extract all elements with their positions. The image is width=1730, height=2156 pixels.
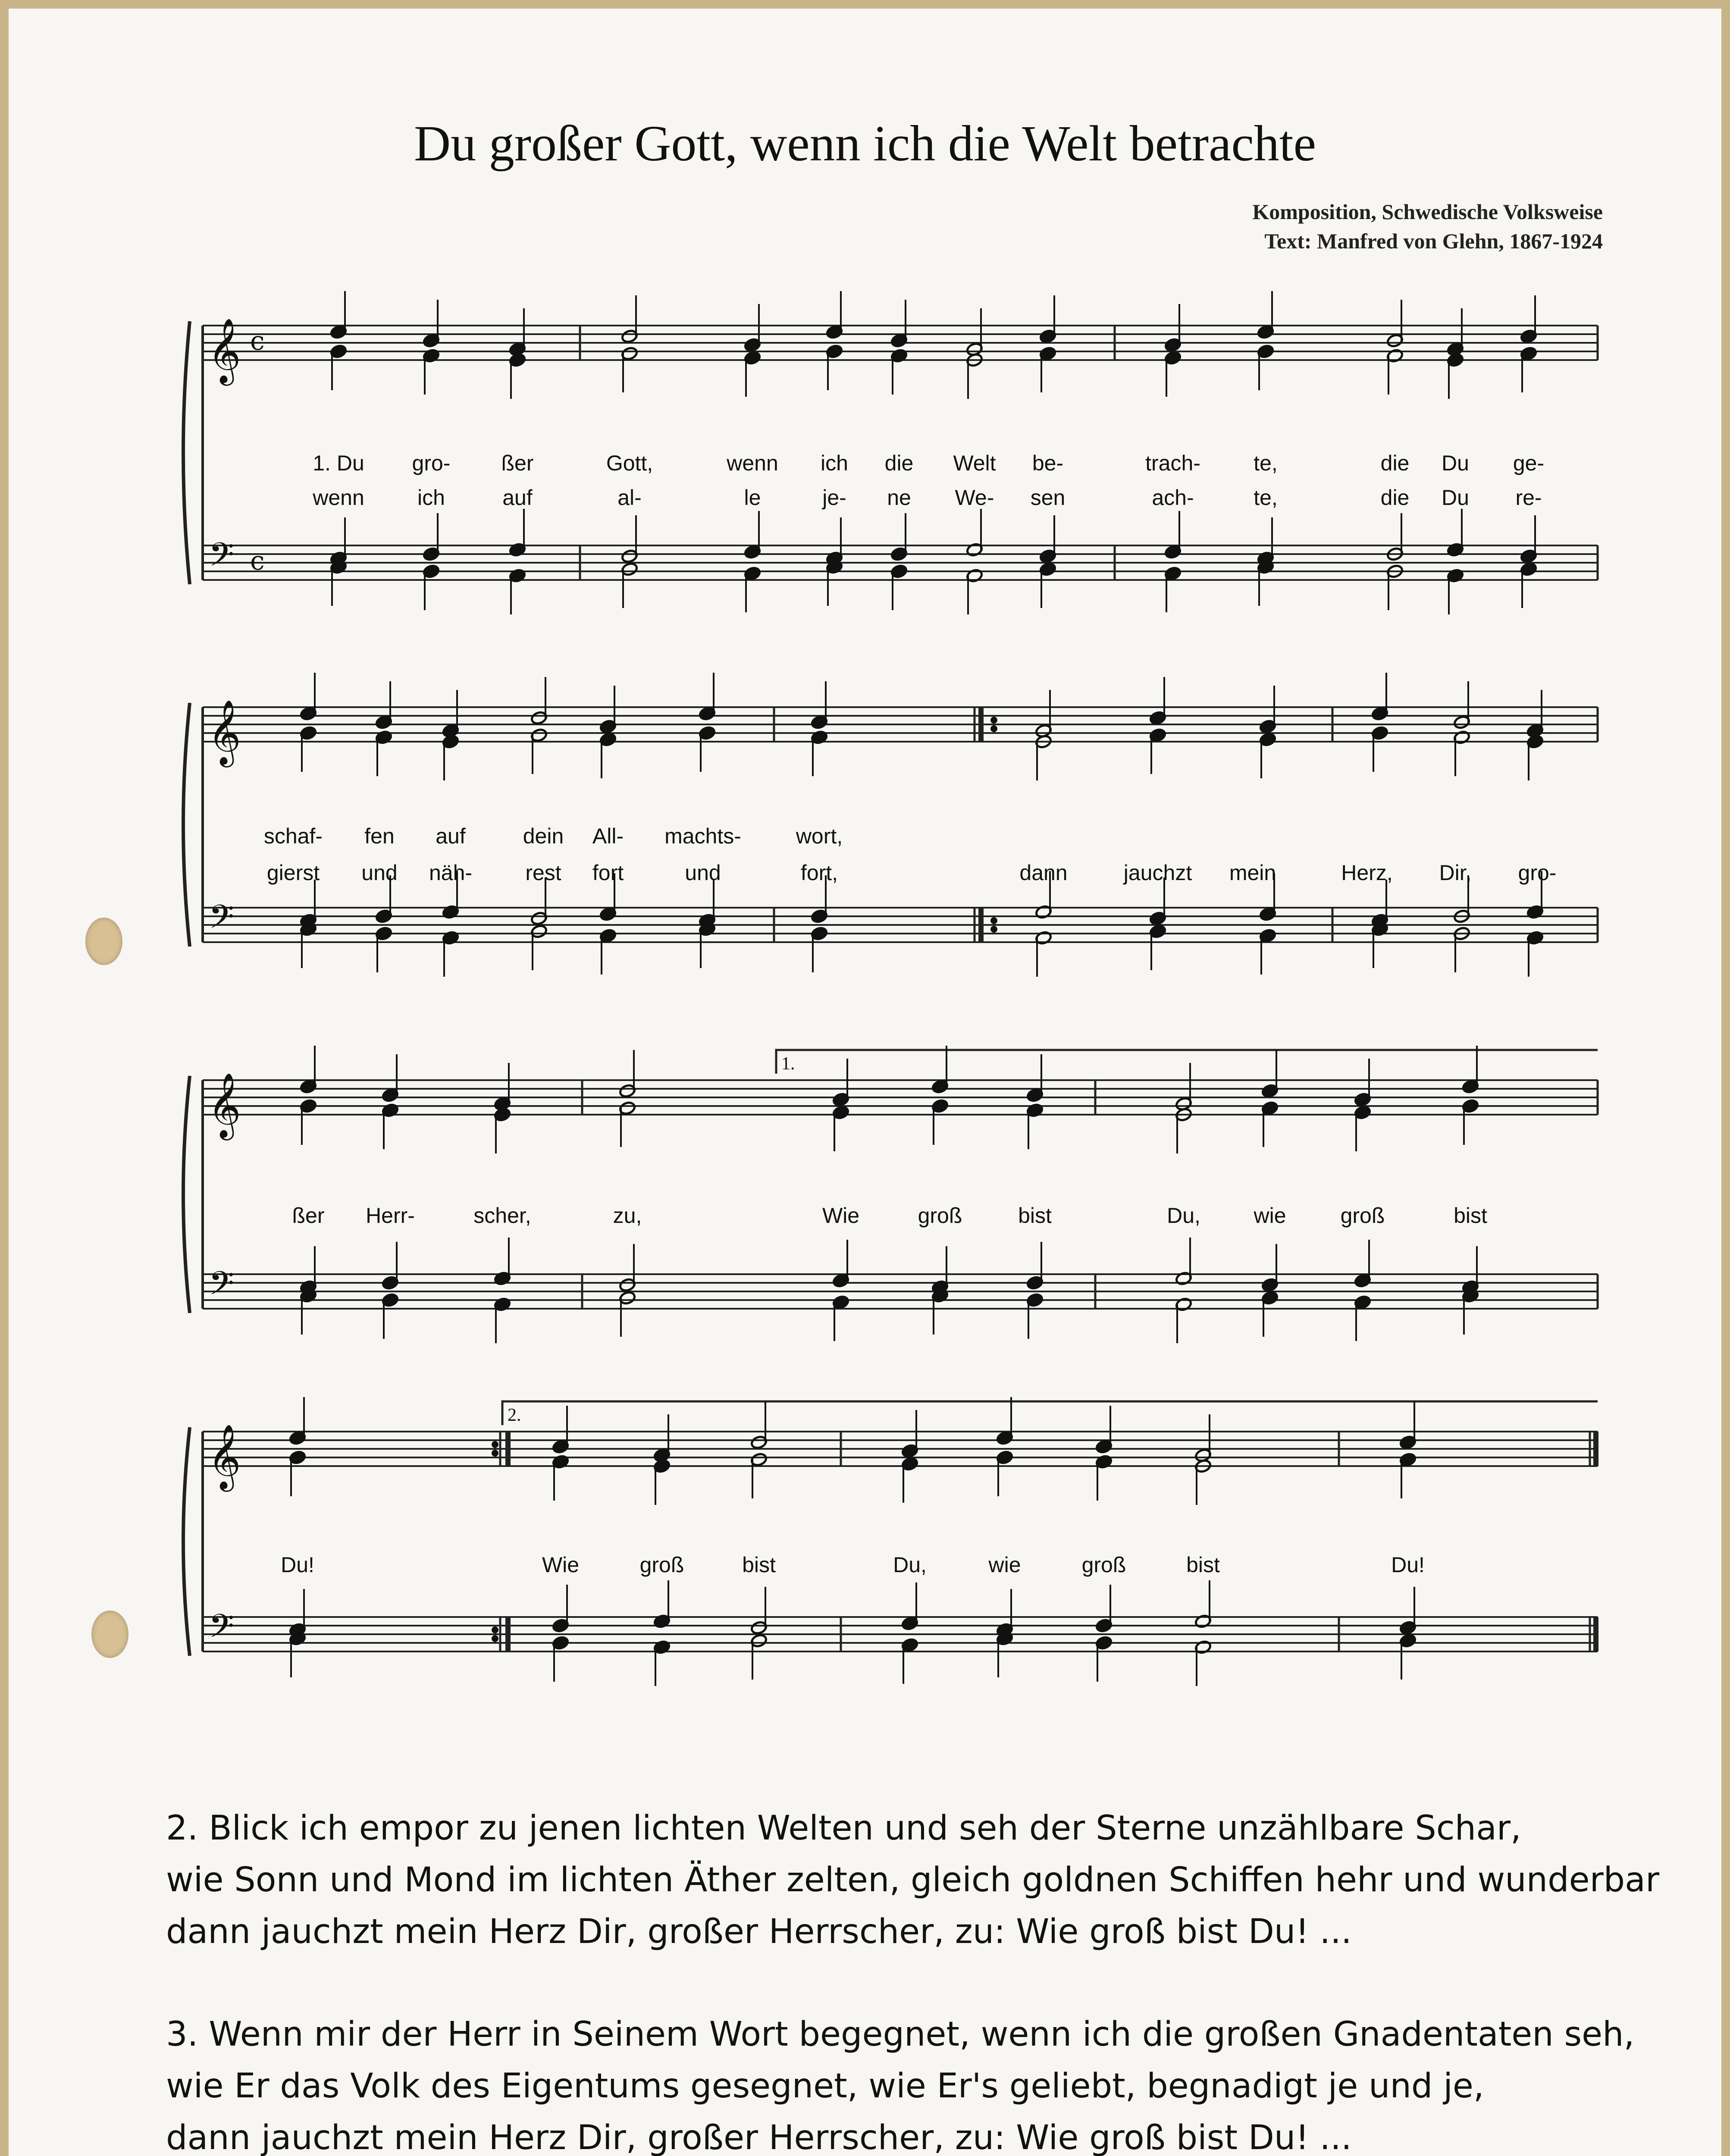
repeat-dot	[492, 1626, 498, 1633]
lyric-syllable: und	[361, 861, 398, 885]
lyric-syllable: Wie	[542, 1553, 580, 1577]
lyric-syllable: gro-	[1518, 861, 1557, 885]
lyric-syllable: die	[1380, 486, 1410, 510]
lyric-syllable: te,	[1254, 486, 1278, 510]
lyric-syllable: fort,	[800, 861, 838, 885]
lyric-syllable: Dir,	[1439, 861, 1472, 885]
lyric-syllable: jauchzt	[1123, 861, 1192, 885]
lyric-syllable: scher,	[473, 1203, 531, 1228]
lyric-syllable: Du	[1442, 451, 1469, 475]
lyric-syllable: auf	[502, 486, 533, 510]
treble-clef-icon: 𝄞	[208, 317, 241, 383]
lyric-syllable: Du,	[893, 1553, 927, 1577]
credit-text: Text: Manfred von Glehn, 1867-1924	[1264, 229, 1603, 253]
bass-clef-icon: 𝄢	[209, 1607, 235, 1653]
lyric-syllable: ich	[417, 486, 445, 510]
repeat-dot	[492, 1441, 498, 1448]
lyric-syllable: wie	[1254, 1203, 1286, 1228]
lyric-syllable: bist	[1186, 1553, 1220, 1577]
lyric-syllable: je-	[822, 486, 846, 510]
lyric-syllable: gierst	[266, 861, 320, 885]
lyric-syllable: näh-	[429, 861, 473, 885]
repeat-dot	[990, 926, 997, 933]
lyric-syllable: wenn	[313, 486, 364, 510]
lyric-syllable: bist	[1454, 1203, 1487, 1228]
lyric-syllable: wort,	[796, 824, 843, 848]
system-brace	[183, 1427, 190, 1656]
lyric-syllable: wie	[988, 1553, 1021, 1577]
lyric-syllable: trach-	[1145, 451, 1200, 475]
bass-clef-icon: 𝄢	[209, 1264, 235, 1310]
lyric-syllable: schaf-	[263, 824, 323, 848]
system-brace	[183, 321, 190, 584]
lyric-syllable: le	[744, 486, 761, 510]
lyric-syllable: dann	[1019, 861, 1068, 885]
verse-line: dann jauchzt mein Herz Dir, großer Herrscher, zu: Wie groß bist Du! ...	[166, 1912, 1352, 1951]
lyric-syllable: Du,	[1167, 1203, 1200, 1228]
lyric-syllable: bist	[1018, 1203, 1052, 1228]
system-brace	[183, 703, 190, 946]
time-signature: c	[250, 326, 265, 356]
system-brace	[183, 1076, 190, 1313]
volta-number: 1.	[781, 1054, 795, 1074]
time-signature: c	[250, 546, 265, 576]
lyric-syllable: groß	[1081, 1553, 1126, 1577]
credit-composition: Komposition, Schwedische Volksweise	[1252, 200, 1603, 224]
lyric-syllable: groß	[1340, 1203, 1385, 1228]
verse-2	[166, 1802, 1660, 1958]
lyric-syllable: fen	[364, 824, 395, 848]
lyric-syllable: ach-	[1152, 486, 1194, 510]
lyric-syllable: 1. Du	[313, 451, 364, 475]
lyric-syllable: Gott,	[606, 451, 653, 475]
lyric-syllable: ßer	[292, 1203, 325, 1228]
lyric-syllable: die	[1380, 451, 1410, 475]
volta-bracket	[776, 1050, 1598, 1074]
lyric-syllable: machts-	[664, 824, 741, 848]
repeat-dot	[990, 717, 997, 724]
verse-line: wie Er das Volk des Eigentums gesegnet, wie Er's geliebt, begnadigt je und je,	[166, 2067, 1484, 2106]
lyric-syllable: al-	[617, 486, 642, 510]
verse-line: 2. Blick ich empor zu jenen lichten Welten und seh der Sterne unzählbare Schar,	[166, 1809, 1521, 1848]
treble-clef-icon: 𝄞	[208, 699, 241, 765]
bass-clef-icon: 𝄢	[209, 536, 235, 582]
lyric-syllable: die	[884, 451, 914, 475]
lyric-syllable: We-	[955, 486, 994, 510]
lyric-syllable: zu,	[613, 1203, 642, 1228]
lyric-syllable: Herz,	[1341, 861, 1393, 885]
lyric-syllable: dein	[523, 824, 564, 848]
verse-3	[166, 2009, 1635, 2156]
repeat-dot	[990, 917, 997, 924]
lyric-syllable: wenn	[727, 451, 778, 475]
lyric-syllable: groß	[639, 1553, 684, 1577]
lyric-syllable: ne	[887, 486, 911, 510]
repeat-dot	[990, 725, 997, 732]
page-title: Du großer Gott, wenn ich die Welt betrachte	[414, 115, 1316, 172]
treble-clef-icon: 𝄞	[208, 1423, 241, 1489]
treble-clef-icon: 𝄞	[208, 1072, 241, 1138]
verse-line: dann jauchzt mein Herz Dir, großer Herrscher, zu: Wie groß bist Du! ...	[166, 2118, 1352, 2156]
lyric-syllable: Du!	[281, 1553, 314, 1577]
verse-line: 3. Wenn mir der Herr in Seinem Wort begegnet, wenn ich die großen Gnadentaten seh,	[166, 2015, 1635, 2054]
lyric-syllable: und	[685, 861, 721, 885]
bass-clef-icon: 𝄢	[209, 898, 235, 944]
lyric-syllable: ge-	[1513, 451, 1545, 475]
lyric-syllable: gro-	[412, 451, 451, 475]
repeat-dot	[492, 1635, 498, 1642]
lyric-syllable: bist	[742, 1553, 776, 1577]
lyric-syllable: be-	[1032, 451, 1064, 475]
lyric-syllable: Welt	[953, 451, 996, 475]
verses-block	[166, 1802, 1660, 2156]
lyric-syllable: re-	[1515, 486, 1542, 510]
lyric-syllable: ich	[821, 451, 848, 475]
lyric-syllable: ßer	[501, 451, 534, 475]
lyric-syllable: Wie	[822, 1203, 860, 1228]
lyric-syllable: Herr-	[366, 1203, 415, 1228]
verse-line: wie Sonn und Mond im lichten Äther zelten, gleich goldnen Schiffen hehr und wunderbar	[166, 1861, 1660, 1899]
lyric-syllable: Du	[1442, 486, 1469, 510]
lyric-syllable: sen	[1030, 486, 1066, 510]
lyric-syllable: te,	[1254, 451, 1278, 475]
lyric-syllable: Du!	[1391, 1553, 1425, 1577]
repeat-dot	[492, 1450, 498, 1457]
lyric-syllable: auf	[436, 824, 466, 848]
lyric-syllable: groß	[918, 1203, 962, 1228]
lyric-syllable: rest	[525, 861, 561, 885]
volta-number: 2.	[508, 1405, 521, 1425]
volta-bracket	[502, 1401, 1598, 1425]
lyric-syllable: All-	[592, 824, 624, 848]
lyric-syllable: fort	[592, 861, 624, 885]
lyric-syllable: mein	[1229, 861, 1276, 885]
